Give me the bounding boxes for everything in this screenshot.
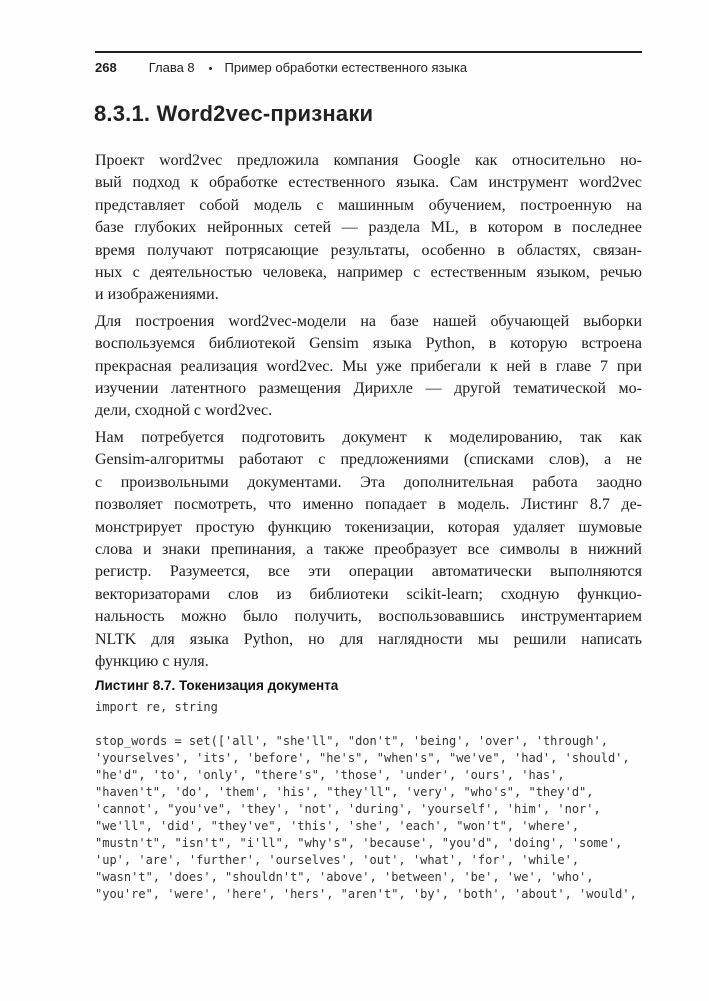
body-paragraphs (95, 150, 642, 673)
text-line: функцию с нуля. (95, 652, 209, 670)
text-line: время получают потрясающие результаты, особенно в областях, связан- (95, 241, 642, 259)
text-line: Нам потребуется подготовить документ к моделированию, так как (95, 428, 642, 446)
text-line: базе глубоких нейронных сетей — раздела ML, в котором в последнее (95, 219, 642, 237)
text-line: изучении латентного размещения Дирихле — другой тематической мо- (95, 380, 642, 398)
header-rule (95, 51, 642, 53)
code-line: "wasn't", 'does', "shouldn't", 'above', 'between', 'be', 'we', 'who', (95, 870, 594, 885)
code-block (95, 733, 642, 903)
paragraph (95, 427, 642, 673)
chapter-title: Пример обработки естественного языка (224, 60, 468, 75)
code-line: "we'll", 'did', "they've", 'this', 'she', 'each', "won't", 'where', (95, 819, 580, 834)
text-line: позволяет посмотреть, что именно попадает в модель. Листинг 8.7 де- (95, 496, 642, 514)
page-content (95, 150, 642, 903)
code-line: 'cannot', "you've", 'they', 'not', 'during', 'yourself', 'him', 'nor', (95, 802, 601, 817)
text-line: ных с деятельностью человека, например с естественным языком, речью (95, 264, 642, 282)
text-line: NLTK для языка Python, но для наглядности мы решили написать (95, 630, 642, 648)
text-line: и изображениями. (95, 286, 219, 304)
listing-caption: Листинг 8.7. Токенизация документа (95, 678, 339, 694)
section-title: 8.3.1. Word2vec-признаки (94, 101, 374, 126)
code-line: "he'd", 'to', 'only', "there's", 'those', 'under', 'ours', 'has', (95, 768, 565, 783)
page-number: 268 (95, 60, 117, 75)
text-line: прекрасная реализация word2vec. Мы уже прибегали к ней в главе 7 при (95, 357, 642, 375)
text-line: Gensim-алгоритмы работают с предложениями (списками слов), а не (95, 451, 642, 469)
text-line: векторизаторами слов из библиотеки scikit-learn; сходную функцио- (95, 585, 642, 603)
code-line: 'up', 'are', 'further', 'ourselves', 'out', 'what', 'for', 'while', (95, 853, 580, 868)
text-line: дели, сходной с word2vec. (95, 402, 273, 420)
text-line: Проект word2vec предложила компания Google как относительно но- (95, 152, 642, 169)
text-line: воспользуемся библиотекой Gensim языка Python, в которую встроена (95, 335, 642, 353)
running-head (95, 60, 642, 75)
text-line: с произвольными документами. Эта дополнительная работа заодно (95, 473, 642, 491)
header-bullet-separator: • (208, 63, 213, 75)
text-line: представляет собой модель с машинным обучением, построенную на (95, 196, 642, 214)
paragraph (95, 311, 642, 423)
code-line: "haven't", 'do', 'them', 'his', "they'll", 'very', "who's", "they'd", (95, 785, 594, 800)
text-line: регистр. Разумеется, все эти операции автоматически выполняются (95, 563, 642, 581)
chapter-label: Глава 8 (148, 60, 195, 75)
code-line: 'yourselves', 'its', 'before', "he's", "when's", "we've", 'had', 'should', (95, 751, 630, 766)
code-import-line: import re, string (95, 700, 218, 715)
text-line: Для построения word2vec-модели на базе нашей обучающей выборки (95, 312, 642, 330)
text-line: монстрирует простую функцию токенизации, которая удаляет шумовые (95, 518, 642, 536)
paragraph (95, 150, 642, 307)
code-line: "mustn't", "isn't", "i'll", "why's", 'because', "you'd", 'doing', 'some', (95, 836, 623, 851)
text-line: вый подход к обработке естественного языка. Сам инструмент word2vec (95, 174, 642, 192)
code-line: "you're", 'were', 'here', 'hers', "aren't", 'by', 'both', 'about', 'would', (95, 887, 637, 902)
text-line: слова и знаки препинания, а также преобразует все символы в нижний (95, 540, 642, 558)
code-line: stop_words = set(['all', "she'll", "don't", 'being', 'over', 'through', (95, 734, 608, 749)
text-line: нальность можно было получить, воспользовавшись инструментарием (95, 608, 642, 626)
